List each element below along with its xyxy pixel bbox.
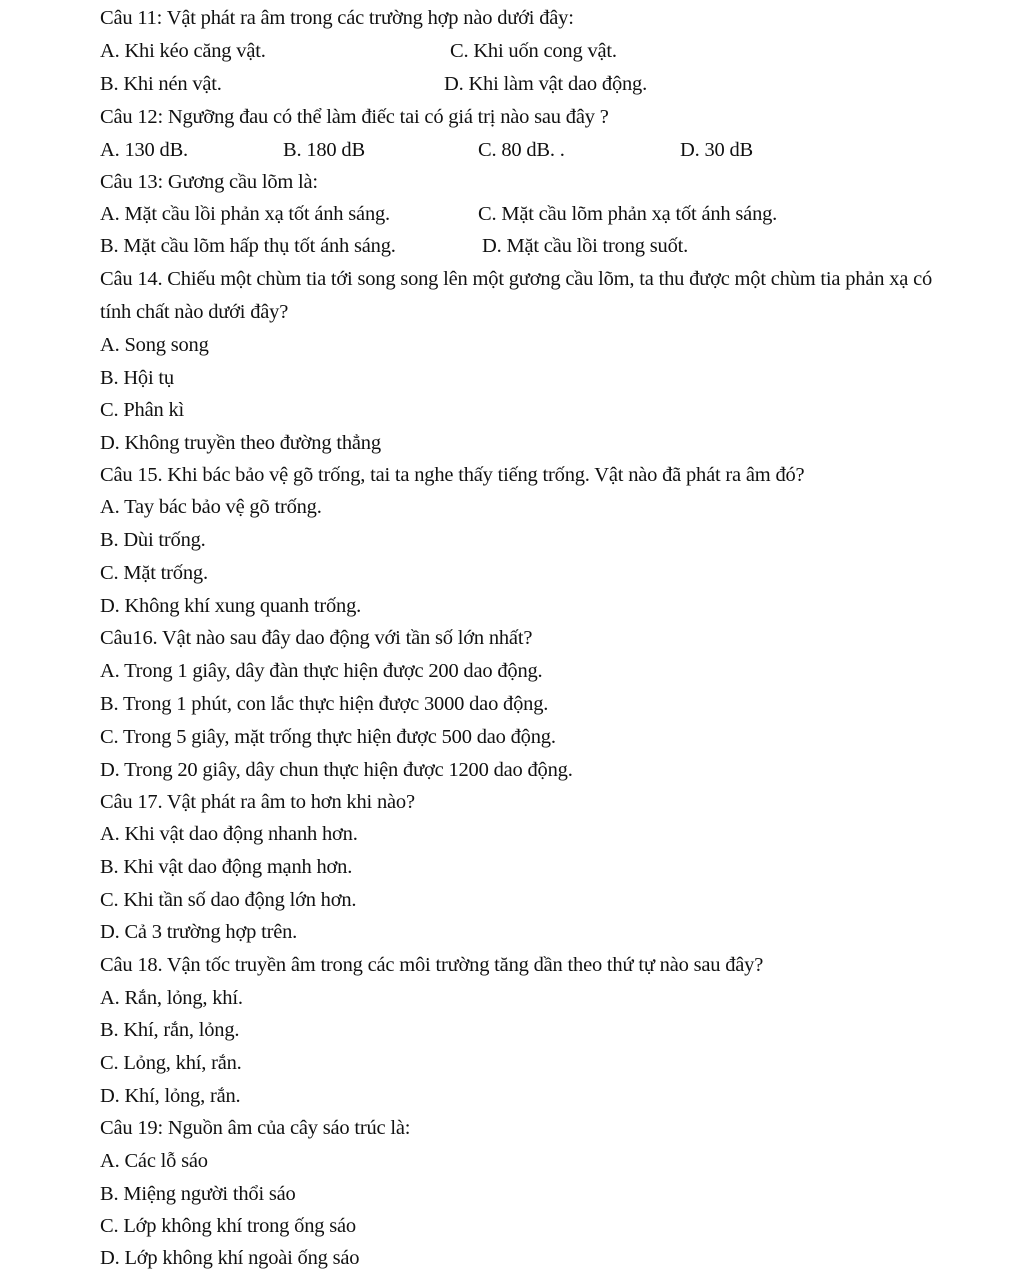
option-text: C. 80 dB. . [478, 139, 565, 161]
question-19-stem: Câu 19: Nguồn âm của cây sáo trúc là: [100, 1117, 411, 1139]
question-18-stem: Câu 18. Vận tốc truyền âm trong các môi trường tăng dần theo thứ tự nào sau đây? [100, 954, 764, 976]
question-14-stem: Câu 14. Chiếu một chùm tia tới song song lên một gương cầu lõm, ta thu được một chùm tia phản xạ có [100, 268, 933, 290]
question-18-option-b: B. Khí, rắn, lỏng. [100, 1019, 240, 1041]
question-16-option-d: D. Trong 20 giây, dây chun thực hiện được 1200 dao động. [100, 759, 573, 781]
question-17-option-b: B. Khi vật dao động mạnh hơn. [100, 856, 353, 878]
question-15-option-b: B. Dùi trống. [100, 529, 206, 551]
question-18-option-c: C. Lỏng, khí, rắn. [100, 1052, 242, 1074]
option-text: B. 180 dB [283, 139, 365, 161]
question-18-option-a: A. Rắn, lỏng, khí. [100, 987, 243, 1009]
question-16-option-c: C. Trong 5 giây, mặt trống thực hiện được 500 dao động. [100, 726, 556, 748]
question-19-option-d: D. Lớp không khí ngoài ống sáo [100, 1247, 360, 1269]
question-15-option-d: D. Không khí xung quanh trống. [100, 595, 362, 617]
question-12-stem: Câu 12: Ngưỡng đau có thể làm điếc tai có giá trị nào sau đây ? [100, 106, 609, 128]
question-11-stem: Câu 11: Vật phát ra âm trong các trường hợp nào dưới đây: [100, 7, 574, 29]
question-17-stem: Câu 17. Vật phát ra âm to hơn khi nào? [100, 791, 415, 813]
question-17-option-d: D. Cả 3 trường hợp trên. [100, 921, 298, 943]
option-text: C. Mặt cầu lõm phản xạ tốt ánh sáng. [478, 203, 778, 225]
question-15-option-c: C. Mặt trống. [100, 562, 208, 584]
option-text: D. Mặt cầu lồi trong suốt. [482, 235, 689, 257]
question-16-option-a: A. Trong 1 giây, dây đàn thực hiện được 200 dao động. [100, 660, 543, 682]
question-16-stem: Câu16. Vật nào sau đây dao động với tần số lớn nhất? [100, 627, 533, 649]
question-14-option-b: B. Hội tụ [100, 367, 174, 389]
question-14-stem-continued: tính chất nào dưới đây? [100, 301, 289, 323]
option-text: B. Mặt cầu lõm hấp thụ tốt ánh sáng. [100, 235, 396, 257]
question-13-stem: Câu 13: Gương cầu lõm là: [100, 171, 318, 193]
question-19-option-a: A. Các lỗ sáo [100, 1150, 208, 1172]
question-14-option-d: D. Không truyền theo đường thẳng [100, 432, 381, 454]
question-15-option-a: A. Tay bác bảo vệ gõ trống. [100, 496, 322, 518]
option-text: B. Khi nén vật. [100, 73, 222, 95]
option-text: A. 130 dB. [100, 139, 188, 161]
question-14-option-a: A. Song song [100, 334, 209, 356]
option-text: D. 30 dB [680, 139, 754, 161]
option-text: A. Khi kéo căng vật. [100, 40, 266, 62]
question-15-stem: Câu 15. Khi bác bảo vệ gõ trống, tai ta nghe thấy tiếng trống. Vật nào đã phát ra âm đó? [100, 464, 805, 486]
question-18-option-d: D. Khí, lỏng, rắn. [100, 1085, 241, 1107]
option-text: A. Mặt cầu lồi phản xạ tốt ánh sáng. [100, 203, 390, 225]
question-14-option-c: C. Phân kì [100, 399, 184, 421]
question-17-option-c: C. Khi tần số dao động lớn hơn. [100, 889, 357, 911]
option-text: C. Khi uốn cong vật. [450, 40, 617, 62]
question-16-option-b: B. Trong 1 phút, con lắc thực hiện được 3000 dao động. [100, 693, 549, 715]
option-text: D. Khi làm vật dao động. [444, 73, 648, 95]
question-17-option-a: A. Khi vật dao động nhanh hơn. [100, 823, 358, 845]
question-19-option-c: C. Lớp không khí trong ống sáo [100, 1215, 356, 1237]
question-19-option-b: B. Miệng người thổi sáo [100, 1183, 296, 1205]
